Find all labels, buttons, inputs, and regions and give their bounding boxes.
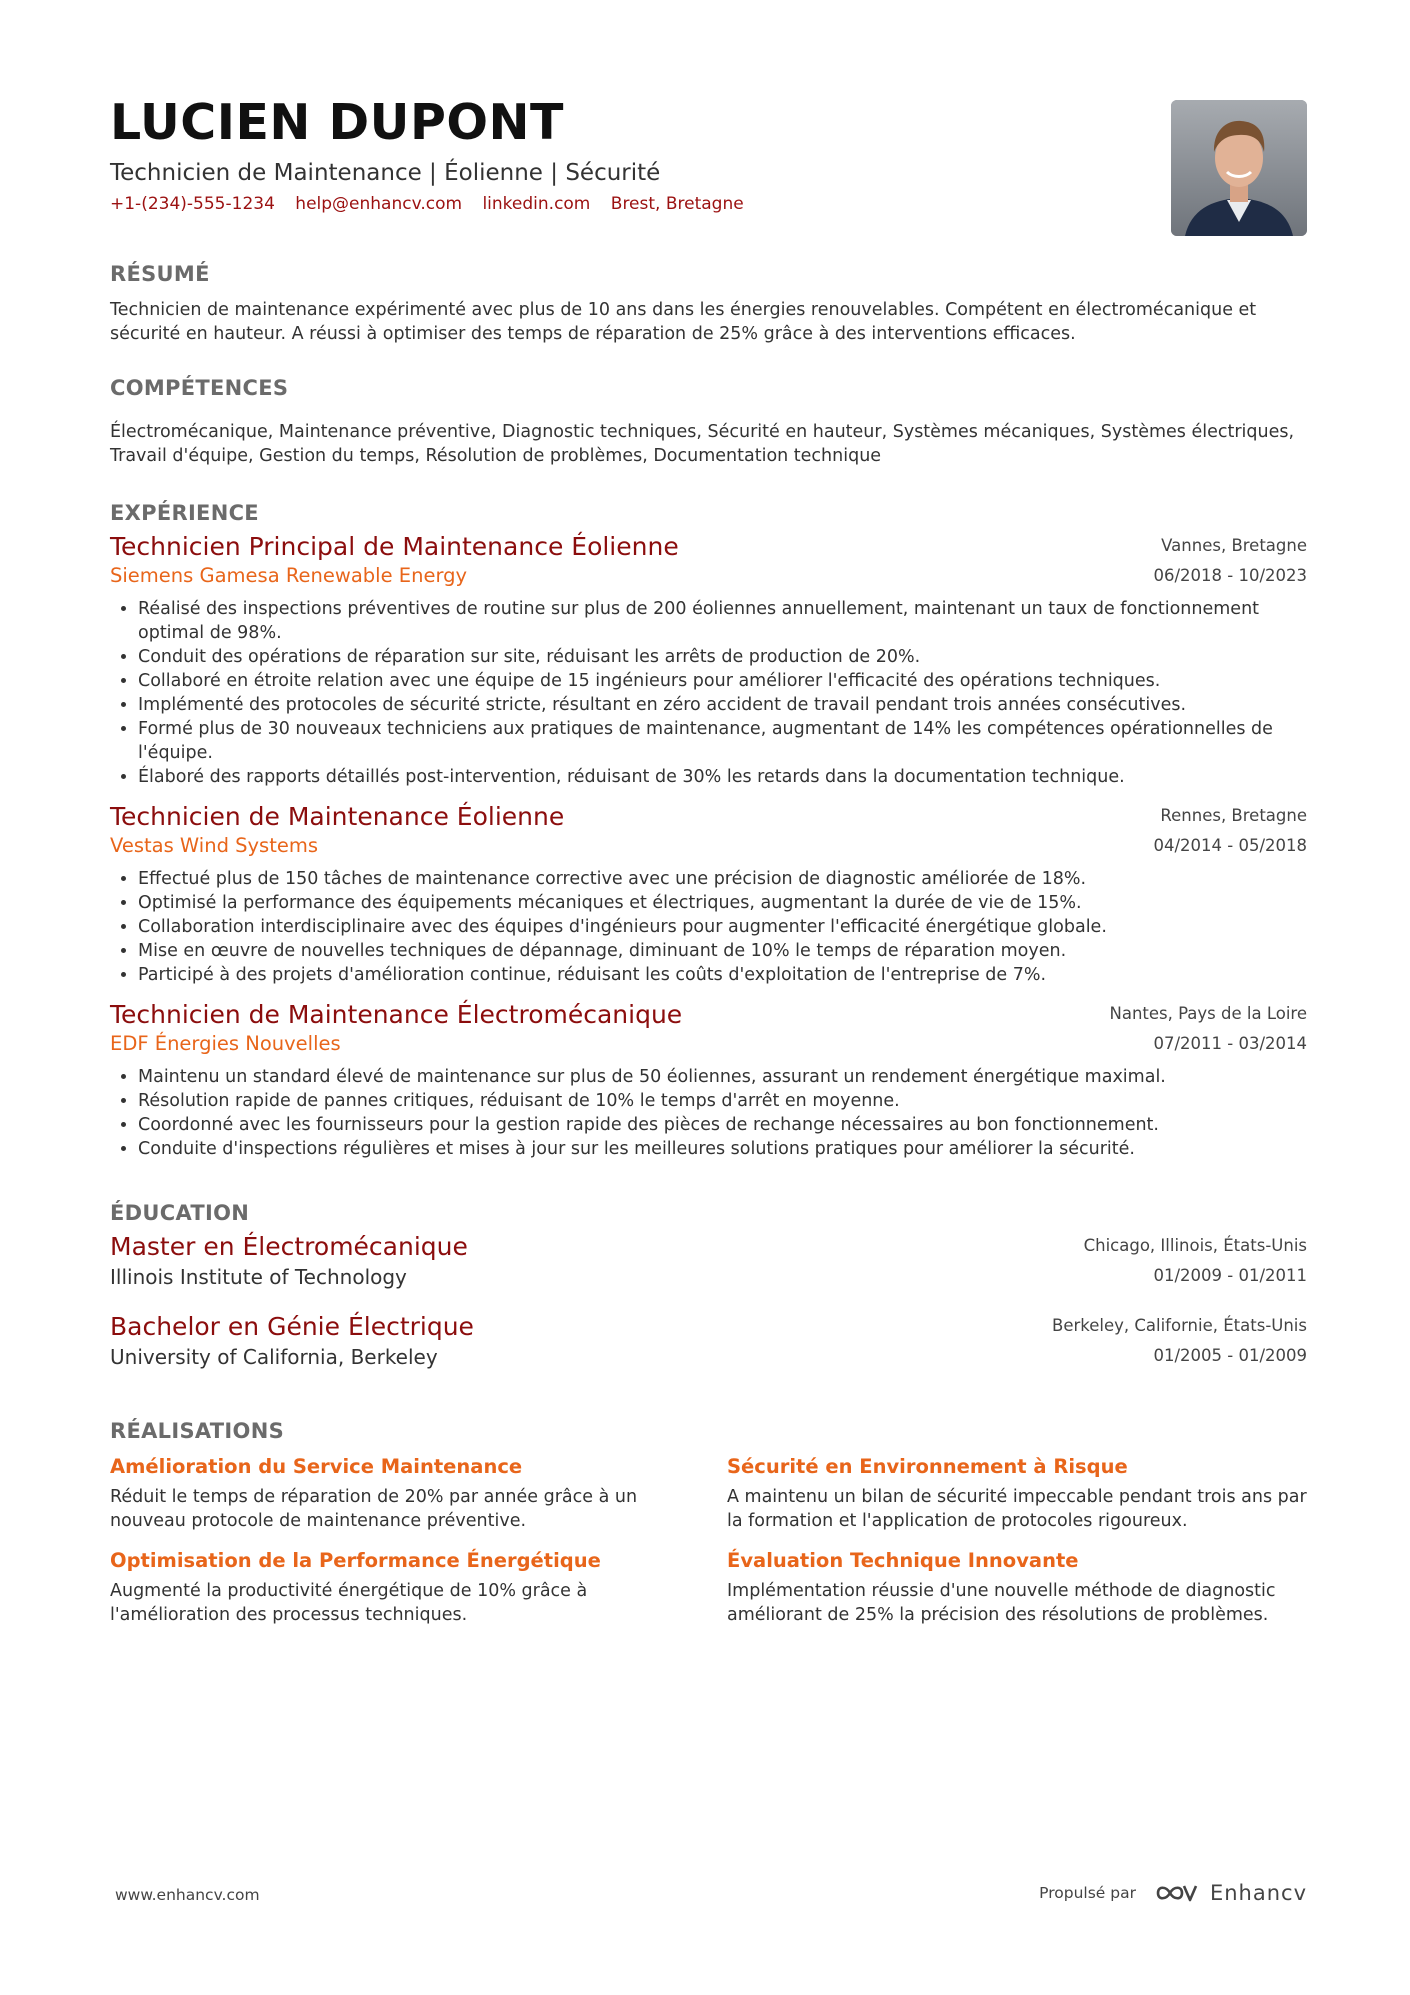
job-location: Nantes, Pays de la Loire (1109, 1004, 1307, 1023)
job-bullet: • Résolution rapide de pannes critiques, réduisant de 10% le temps d'arrêt en moyenne. (138, 1089, 1307, 1113)
candidate-title: Technicien de Maintenance | Éolienne | Sécurité (110, 160, 661, 186)
job-company: Vestas Wind Systems (110, 834, 319, 857)
education-dates: 01/2005 - 01/2009 (1153, 1346, 1307, 1365)
job-bullets (110, 867, 1307, 987)
footer-branding (1039, 1880, 1307, 1906)
achievement-item (110, 1547, 700, 1627)
job-title: Technicien de Maintenance Électromécanique (110, 1000, 683, 1029)
phone-link[interactable]: +1-(234)-555-1234 (110, 194, 275, 214)
job-bullet: • Formé plus de 30 nouveaux techniciens aux pratiques de maintenance, augmentant de 14% les compétences opérationnelles de l'équipe. (138, 717, 1307, 765)
job-dates: 06/2018 - 10/2023 (1153, 566, 1307, 585)
job-title: Technicien Principal de Maintenance Éolienne (110, 532, 679, 561)
education-location: Berkeley, Californie, États-Unis (1052, 1316, 1307, 1335)
job-bullet: • Optimisé la performance des équipements mécaniques et électriques, augmentant la durée de vie de 15%. (138, 891, 1307, 915)
education-meta (1052, 1311, 1307, 1371)
job-bullet: • Collaboration interdisciplinaire avec des équipes d'ingénieurs pour augmenter l'efficacité énergétique globale. (138, 915, 1307, 939)
job-company: EDF Énergies Nouvelles (110, 1032, 341, 1055)
job-bullet: • Implémenté des protocoles de sécurité stricte, résultant en zéro accident de travail pendant trois années consécutives. (138, 693, 1307, 717)
brand-name: Enhancv (1209, 1881, 1307, 1905)
job-bullet: • Mise en œuvre de nouvelles techniques de dépannage, diminuant de 10% le temps de réparation moyen. (138, 939, 1307, 963)
profile-portrait-icon (1171, 100, 1307, 236)
education-heading: ÉDUCATION (110, 1201, 250, 1225)
experience-heading: EXPÉRIENCE (110, 501, 259, 525)
achievements-grid (110, 1453, 1307, 1627)
achievements-section (110, 1419, 1307, 1627)
footer-website[interactable]: www.enhancv.com (115, 1886, 260, 1904)
job-header (110, 801, 1307, 863)
achievement-desc: Augmenté la productivité énergétique de 10% grâce à l'amélioration des processus techniques. (110, 1581, 588, 1625)
education-entry (110, 1311, 1307, 1379)
candidate-name: LUCIEN DUPONT (110, 94, 564, 151)
linkedin-link[interactable]: linkedin.com (482, 194, 591, 214)
powered-by-label: Propulsé par (1039, 1884, 1136, 1902)
job-title: Technicien de Maintenance Éolienne (110, 802, 565, 831)
resume-header (110, 94, 1307, 248)
education-location: Chicago, Illinois, États-Unis (1083, 1236, 1307, 1255)
job-bullet: • Effectué plus de 150 tâches de maintenance corrective avec une précision de diagnostic améliorée de 18%. (138, 867, 1307, 891)
job-meta (1109, 999, 1307, 1059)
achievement-title: Sécurité en Environnement à Risque (727, 1455, 1128, 1478)
achievement-title: Amélioration du Service Maintenance (110, 1455, 523, 1478)
job-bullets (110, 1065, 1307, 1161)
achievement-desc: Implémentation réussie d'une nouvelle méthode de diagnostic améliorant de 25% la précision des résolutions de problèmes. (727, 1581, 1276, 1625)
job-location: Vannes, Bretagne (1161, 536, 1307, 555)
skills-text: Électromécanique, Maintenance préventive, Diagnostic techniques, Sécurité en hauteur, Systèmes mécaniques, Systèmes électriques, Travail d'équipe, Gestion du temps, Résolution de problèmes, Documentation technique (110, 422, 1295, 466)
job-bullet: • Réalisé des inspections préventives de routine sur plus de 200 éoliennes annuellement, maintenant un taux de fonctionnement optimal de 98%. (138, 597, 1307, 645)
job-bullet: • Participé à des projets d'amélioration continue, réduisant les coûts d'exploitation de l'entreprise de 7%. (138, 963, 1307, 987)
achievements-heading: RÉALISATIONS (110, 1419, 284, 1443)
job-header (110, 999, 1307, 1061)
job-bullet: • Conduit des opérations de réparation sur site, réduisant les arrêts de production de 20%. (138, 645, 1307, 669)
job-bullet: • Maintenu un standard élevé de maintenance sur plus de 50 éoliennes, assurant un rendement énergétique maximal. (138, 1065, 1307, 1089)
education-entry (110, 1231, 1307, 1299)
education-dates: 01/2009 - 01/2011 (1153, 1266, 1307, 1285)
job-bullet: • Élaboré des rapports détaillés post-intervention, réduisant de 30% les retards dans la documentation technique. (138, 765, 1307, 789)
email-link[interactable]: help@enhancv.com (295, 194, 463, 214)
education-meta (1084, 1231, 1307, 1291)
page-footer (115, 1880, 1307, 1910)
job-bullet: • Collaboré en étroite relation avec une équipe de 15 ingénieurs pour améliorer l'efficacité des opérations techniques. (138, 669, 1307, 693)
contact-line (110, 194, 1307, 214)
job-meta (1153, 531, 1307, 591)
achievement-item (727, 1453, 1317, 1533)
summary-section (110, 262, 1307, 346)
job-bullets (110, 597, 1307, 789)
job-entry (110, 801, 1307, 987)
job-meta (1153, 801, 1307, 861)
resume-page (110, 94, 1307, 1627)
summary-text: Technicien de maintenance expérimenté avec plus de 10 ans dans les énergies renouvelables. Compétent en électromécanique et sécurité en hauteur. A réussi à optimiser des temps de réparation de 25% grâce à des interventions efficaces. (110, 300, 1257, 344)
summary-heading: RÉSUMÉ (110, 262, 210, 286)
achievement-desc: A maintenu un bilan de sécurité impeccable pendant trois ans par la formation et l'application de protocoles rigoureux. (727, 1487, 1307, 1531)
job-dates: 07/2011 - 03/2014 (1153, 1034, 1307, 1053)
achievement-item (110, 1453, 700, 1533)
job-company: Siemens Gamesa Renewable Energy (110, 564, 468, 587)
job-location: Rennes, Bretagne (1160, 806, 1307, 825)
education-school: University of California, Berkeley (110, 1345, 438, 1369)
education-section (110, 1201, 1307, 1379)
location-text: Brest, Bretagne (610, 194, 744, 214)
skills-section (110, 376, 1307, 468)
skills-heading: COMPÉTENCES (110, 376, 289, 400)
achievement-item (727, 1547, 1317, 1627)
achievement-title: Optimisation de la Performance Énergétique (110, 1549, 601, 1572)
experience-section (110, 501, 1307, 1161)
job-header (110, 531, 1307, 593)
education-degree: Master en Électromécanique (110, 1232, 468, 1261)
education-degree: Bachelor en Génie Électrique (110, 1312, 474, 1341)
education-school: Illinois Institute of Technology (110, 1265, 407, 1289)
job-bullet: • Coordonné avec les fournisseurs pour la gestion rapide des pièces de rechange nécessaires au bon fonctionnement. (138, 1113, 1307, 1137)
achievement-title: Évaluation Technique Innovante (727, 1549, 1079, 1572)
achievement-desc: Réduit le temps de réparation de 20% par année grâce à un nouveau protocole de maintenance préventive. (110, 1487, 638, 1531)
job-dates: 04/2014 - 05/2018 (1153, 836, 1307, 855)
job-bullet: • Conduite d'inspections régulières et mises à jour sur les meilleures solutions pratiques pour améliorer la sécurité. (138, 1137, 1307, 1161)
enhancv-logo-icon (1154, 1880, 1198, 1906)
job-entry (110, 999, 1307, 1161)
profile-photo (1171, 100, 1307, 236)
job-entry (110, 531, 1307, 789)
